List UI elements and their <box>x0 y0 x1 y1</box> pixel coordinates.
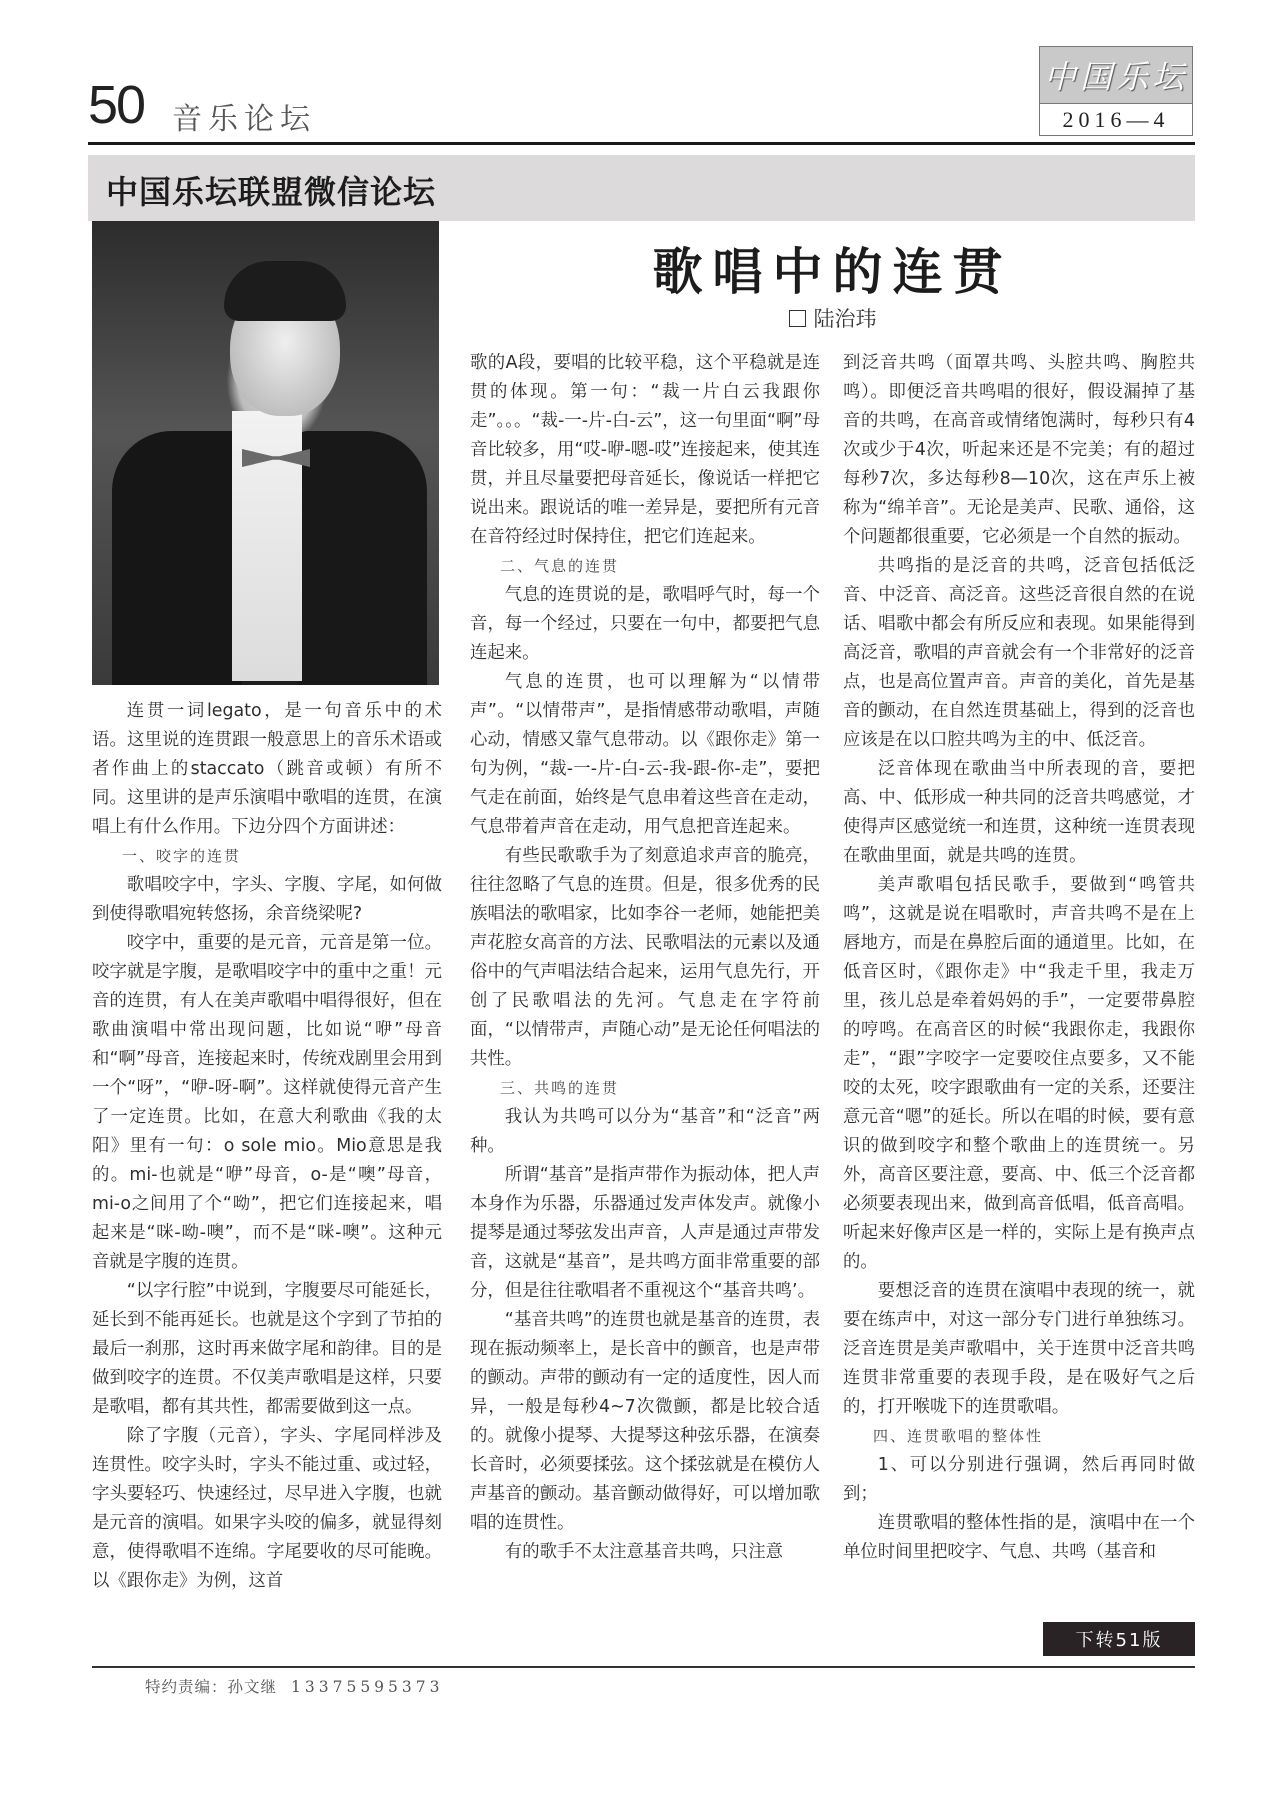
paragraph: 我认为共鸣可以分为“基音”和“泛音”两种。 <box>470 1107 820 1156</box>
paragraph: 连贯一词legato，是一句音乐中的术语。这里说的连贯跟一般意思上的音乐术语或者作曲上的staccato（跳音或顿）有所不同。这里讲的是声乐演唱中歌唱的连贯，在演唱上有什么作用。下边分四个方面讲述： <box>92 701 442 837</box>
paragraph: 气息的连贯，也可以理解为“以情带声”。“以情带声”，是指情感带动歌唱，声随心动，情感又靠气息带动。以《跟你走》第一句为例，“裁-一-片-白-云-我-跟-你-走”，要把气走在前面，始终是气息串着这些音在走动，气息带着声音在走动，用气息把音连起来。 <box>470 672 820 837</box>
page-number: 50 <box>88 75 145 135</box>
paragraph: 泛音体现在歌曲当中所表现的音，要把高、中、低形成一种共同的泛音共鸣感觉，才使得声区感觉统一和连贯，这种统一连贯表现在歌曲里面，就是共鸣的连贯。 <box>843 759 1195 866</box>
photo-hair <box>224 261 346 321</box>
article-title: 歌唱中的连贯 <box>652 242 1013 301</box>
column-right <box>843 349 1195 1567</box>
subheading: 二、气息的连贯 <box>500 557 620 575</box>
paragraph: 咬字中，重要的是元音，元音是第一位。咬字就是字腹，是歌唱咬字中的重中之重！元音的连贯，有人在美声歌唱中唱得很好，但在歌曲演唱中常出现问题，比如说“咿”母音和“啊”母音，连接起来时，传统戏剧里会用到一个“呀”，“咿-呀-啊”。这样就使得元音产生了一定连贯。比如，在意大利歌曲《我的太阳》里有一句：o sole mio。Mio意思是我的。mi-也就是“咿”母音，o-是“噢”母音，mi-o之间用了个“呦”，把它们连接起来，唱起来是“咪-呦-噢”，而不是“咪-噢”。这种元音就是字腹的连贯。 <box>92 933 442 1272</box>
paragraph: 有的歌手不太注意基音共鸣，只注意 <box>504 1542 784 1562</box>
subheading: 四、连贯歌唱的整体性 <box>873 1427 1044 1445</box>
paragraph: 所谓“基音”是指声带作为振动体，把人声本身作为乐器，乐器通过发声体发声。就像小提琴是通过琴弦发出声音，人声是通过声带发音，这就是“基音”，是共鸣方面非常重要的部分，但是往往歌唱者不重视这个“基音共鸣’。 <box>470 1165 820 1301</box>
paragraph: 要想泛音的连贯在演唱中表现的统一，就要在练声中，对这一部分专门进行单独练习。泛音连贯是美声歌唱中，关于连贯中泛音共鸣连贯非常重要的表现手段，是在吸好气之后的，打开喉咙下的连贯歌唱。 <box>843 1281 1195 1417</box>
subheading: 三、共鸣的连贯 <box>500 1079 620 1097</box>
subheading: 一、咬字的连贯 <box>122 847 242 865</box>
footer-credit <box>145 1675 444 1697</box>
header-divider <box>88 142 1195 145</box>
paragraph: 歌唱咬字中，字头、字腹、字尾，如何做到使得歌唱宛转悠扬，余音绕梁呢? <box>92 875 442 924</box>
paragraph: 有些民歌歌手为了刻意追求声音的脆亮，往往忽略了气息的连贯。但是，很多优秀的民族唱法的歌唱家，比如李谷一老师，她能把美声花腔女高音的方法、民歌唱法的元素以及通俗中的气声唱法结合起来，运用气息先行，开创了民歌唱法的先河。气息走在字符前面，“以情带声，声随心动”是无论任何唱法的共性。 <box>470 846 820 1069</box>
photo-jacket-right <box>297 431 427 685</box>
section-name: 音乐论坛 <box>172 102 316 137</box>
paragraph: “基音共鸣”的连贯也就是基音的连贯，表现在振动频率上，是长音中的颤音，也是声带的颤动。声带的颤动有一定的适度性，因人而异，一般是每秒4~7次微颤，都是比较合适的。就像小提琴、大提琴这种弦乐器，在演奏长音时，必须要揉弦。这个揉弦就是在模仿人声基音的颤动。基音颤动做得好，可以增加歌唱的连贯性。 <box>470 1310 820 1533</box>
paragraph: 共鸣指的是泛音的共鸣，泛音包括低泛音、中泛音、高泛音。这些泛音很自然的在说话、唱歌中都会有所反应和表现。如果能得到高泛音，歌唱的声音就会有一个非常好的泛音点，也是高位置声音。声音的美化，首先是基音的颤动，在自然连贯基础上，得到的泛音也应该是在以口腔共鸣为主的中、低泛音。 <box>843 556 1195 750</box>
issue-number: 2016—4 <box>1062 107 1170 132</box>
column-left <box>92 697 442 1596</box>
footer-divider <box>92 1666 1195 1668</box>
paragraph: 1、可以分别进行强调，然后再同时做到； <box>843 1455 1195 1504</box>
column-banner <box>88 155 1195 221</box>
continued-on-page-badge: 下转51版 <box>1043 1622 1195 1656</box>
magazine-logo <box>1039 46 1193 136</box>
paragraph: 除了字腹（元音），字头、字尾同样涉及连贯性。咬字头时，字头不能过重、或过轻，字头要轻巧、快速经过，尽早进入字腹，也就是元音的演唱。如果字头咬的偏多，就显得刻意，使得歌唱不连绵。字尾要收的尽可能晚。以《跟你走》为例，这首 <box>92 1426 442 1591</box>
paragraph-continued: 歌的A段，要唱的比较平稳，这个平稳就是连贯的体现。第一句：“裁一片白云我跟你走”。。。“裁-一-片-白-云”，这一句里面“啊”母音比较多，用“哎-咿-嗯-哎”连接起来，使其连贯，并且尽量要把母音延长，像说话一样把它说出来。跟说话的唯一差异是，要把所有元音在音符经过时保持住，把它们连起来。 <box>470 353 820 547</box>
byline-box-icon <box>789 310 806 327</box>
paragraph: 美声歌唱包括民歌手，要做到“鸣管共鸣”，这就是说在唱歌时，声音共鸣不是在上唇地方，而是在鼻腔后面的通道里。比如，在低音区时，《跟你走》中“我走千里，我走万里，孩儿总是牵着妈妈的手”，一定要带鼻腔的哼鸣。在高音区的时候“我跟你走，我跟你走”，“跟”字咬字一定要咬住点要多，又不能咬的太死，咬字跟歌曲有一定的关系，还要注意元音“嗯”的延长。所以在唱的时候，要有意识的做到咬字和整个歌曲上的连贯统一。另外，高音区要注意，要高、中、低三个泛音都必须要表现出来，做到高音低唱，低音高唱。听起来好像声区是一样的，实际上是有换声点的。 <box>843 875 1195 1272</box>
photo-jacket-left <box>112 431 242 685</box>
article-byline <box>470 303 1195 333</box>
editor-phone: 13375595373 <box>291 1678 444 1696</box>
column-middle <box>470 349 820 1567</box>
author-photo <box>92 221 439 685</box>
paragraph: 连贯歌唱的整体性指的是，演唱中在一个单位时间里把咬字、气息、共鸣（基音和 <box>843 1513 1195 1562</box>
paragraph: 气息的连贯说的是，歌唱呼气时，每一个音，每一个经过，只要在一句中，都要把气息连起来。 <box>470 585 820 663</box>
banner-title: 中国乐坛联盟微信论坛 <box>106 173 437 211</box>
author-name: 陆治玮 <box>813 307 877 331</box>
logo-text: 中国乐坛 <box>1040 47 1192 104</box>
paragraph: “以字行腔”中说到，字腹要尽可能延长，延长到不能再延长。也就是这个字到了节拍的最后一刹那，这时再来做字尾和韵律。目的是做到咬字的连贯。不仅美声歌唱是这样，只要是歌唱，都有其共性，都需要做到这一点。 <box>92 1281 442 1417</box>
editor-label: 特约责编：孙文继 <box>145 1678 278 1696</box>
paragraph-continued: 到泛音共鸣（面罩共鸣、头腔共鸣、胸腔共鸣）。即便泛音共鸣唱的很好，假设漏掉了基音的共鸣，在高音或情绪饱满时，每秒只有4次或少于4次，听起来还是不完美；有的超过每秒7次，多达每秒8—10次，这在声乐上被称为“绵羊音”。无论是美声、民歌、通俗，这个问题都很重要，它必须是一个自然的振动。 <box>843 353 1195 547</box>
